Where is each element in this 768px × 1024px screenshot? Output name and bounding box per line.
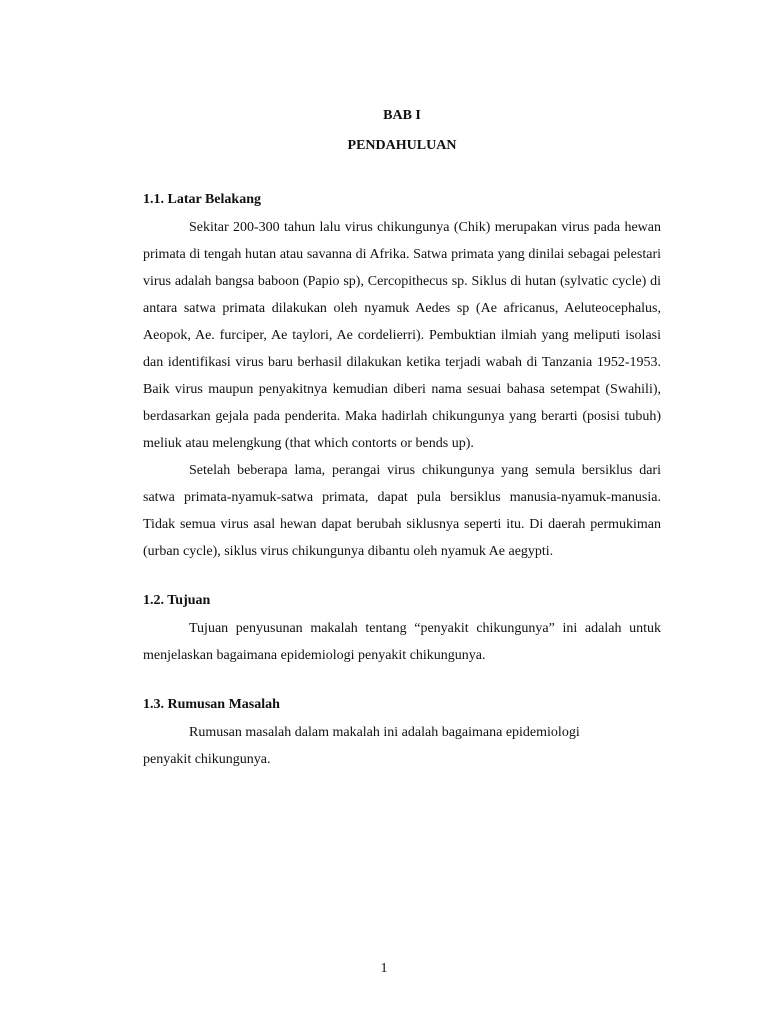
section-latar-belakang xyxy=(143,190,661,565)
page-content xyxy=(143,106,661,773)
section-tujuan xyxy=(143,591,661,669)
section-heading: 1.2. Tujuan xyxy=(143,593,211,608)
chapter-number: BAB I xyxy=(383,108,421,123)
paragraph: Tujuan penyusunan makalah tentang “penyakit chikungunya” ini adalah untuk menjelaskan bagaimana epidemiologi penyakit chikungunya. xyxy=(143,621,661,663)
chapter-title: PENDAHULUAN xyxy=(347,138,457,153)
section-heading: 1.1. Latar Belakang xyxy=(143,192,261,207)
page-number: 1 xyxy=(380,961,388,976)
section-heading: 1.3. Rumusan Masalah xyxy=(143,697,280,712)
paragraph: Rumusan masalah dalam makalah ini adalah bagaimana epidemiologi penyakit chikungunya. xyxy=(143,725,580,767)
section-rumusan-masalah xyxy=(143,695,661,773)
paragraph: Sekitar 200-300 tahun lalu virus chikungunya (Chik) merupakan virus pada hewan primata di tengah hutan atau savanna di Afrika. Satwa primata yang dinilai sebagai pelestari virus adalah bangsa baboon (Papio sp), Cercopithecus sp. Siklus di hutan (sylvatic cycle) di antara satwa primata dilakukan oleh nyamuk Aedes sp (Ae africanus, Aeluteocephalus, Aeopok, Ae. furciper, Ae taylori, Ae cordelierri). Pembuktian ilmiah yang meliputi isolasi dan identifikasi virus baru berhasil dilakukan ketika terjadi wabah di Tanzania 1952-1953. Baik virus maupun penyakitnya kemudian diberi nama sesuai bahasa setempat (Swahili), berdasarkan gejala pada penderita. Maka hadirlah chikungunya yang berarti (posisi tubuh) meliuk atau melengkung (that which contorts or bends up). xyxy=(143,220,661,451)
paragraph: Setelah beberapa lama, perangai virus chikungunya yang semula bersiklus dari satwa primata-nyamuk-satwa primata, dapat pula bersiklus manusia-nyamuk-manusia. Tidak semua virus asal hewan dapat berubah siklusnya seperti itu. Di daerah permukiman (urban cycle), siklus virus chikungunya dibantu oleh nyamuk Ae aegypti. xyxy=(143,463,661,559)
